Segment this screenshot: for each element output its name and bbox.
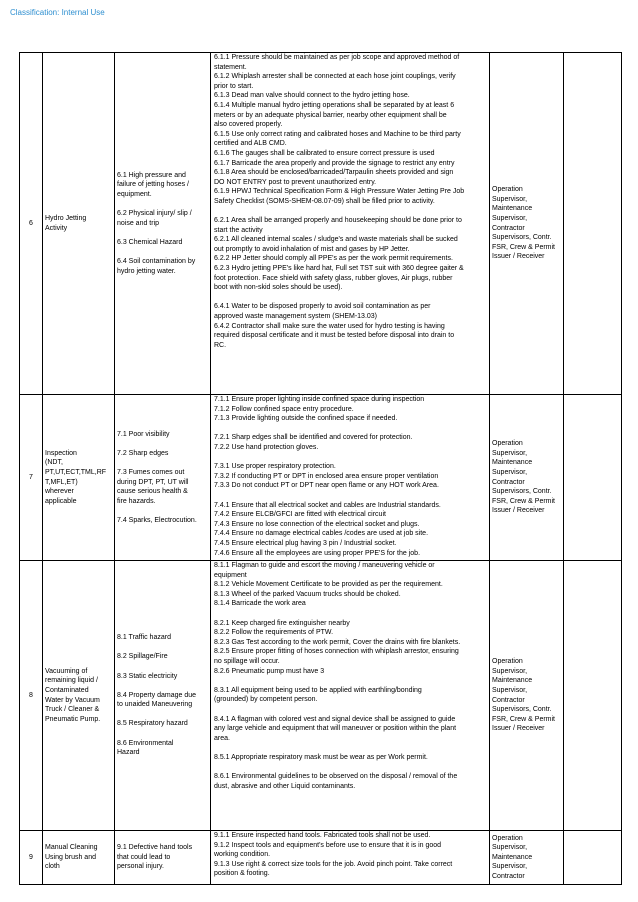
table-row	[20, 395, 622, 561]
responsible-party-line: Contractor	[492, 872, 525, 880]
responsible-party-line: Supervisor,	[492, 195, 528, 203]
control-measure-line: 8.2.5 Ensure proper fitting of hoses connection with whiplash arrestor, ensuring	[214, 648, 459, 656]
control-measure-line: meters or by an adequate physical barrier, nearby other equipment shall be	[214, 111, 447, 119]
blank-line	[214, 762, 486, 772]
activity-line: Using brush and	[45, 853, 96, 861]
activity-line: Pneumatic Pump.	[45, 715, 101, 723]
responsible-party-line: Supervisor,	[492, 468, 528, 476]
responsible-party-line: Contractor	[492, 224, 525, 232]
hazard-line: 8.3 Static electricity	[117, 672, 178, 680]
activity-cell	[43, 395, 115, 561]
blank-line	[117, 643, 208, 653]
hazard-line: cause serious health &	[117, 488, 188, 496]
hazard-line: personal injury.	[117, 863, 164, 871]
empty-cell	[564, 53, 622, 395]
activity-line: Water by Vacuum	[45, 696, 100, 704]
control-measure-line: 8.2.6 Pneumatic pump must have 3	[214, 667, 325, 675]
control-measure-line: DO NOT ENTRY post to prevent unauthorized entry.	[214, 178, 377, 186]
activity-line: cloth	[45, 863, 60, 871]
activity-cell	[43, 831, 115, 885]
responsible-party-line: Supervisors, Contr.	[492, 234, 552, 242]
activity-line: Contaminated	[45, 686, 89, 694]
control-measure-line: 7.1.2 Follow confined space entry procedure.	[214, 405, 354, 413]
control-measure-line: 8.1.1 Flagman to guide and escort the moving / maneuvering vehicle or	[214, 562, 435, 569]
classification-label: Classification: Internal Use	[10, 8, 105, 17]
control-measure-line: foot protection. Face shield with safety glass, rubber gloves, Air plugs, rubber	[214, 274, 453, 282]
hazard-cell	[115, 395, 211, 561]
control-measure-line: required disposal certificate and it must be tested before disposal into drain to	[214, 332, 455, 340]
responsible-party-line: Supervisor,	[492, 686, 528, 694]
control-measure-line: Safety Checklist (SOMS-SHEM-08.07-09) shall be filled prior to activity.	[214, 197, 435, 205]
blank-line	[214, 491, 486, 501]
hazard-line: 8.5 Respiratory hazard	[117, 720, 188, 728]
control-measure-line: certified and ALB CMD.	[214, 140, 287, 148]
control-measure-line: approved waste management system (SHEM-13.03)	[214, 313, 378, 321]
responsible-party-line: Contractor	[492, 478, 525, 486]
empty-cell	[564, 831, 622, 885]
control-measure-line: 8.1.4 Barricade the work area	[214, 600, 306, 608]
hazard-line: 7.4 Sparks, Electrocution.	[117, 516, 197, 524]
hazard-line: 8.4 Property damage due	[117, 691, 196, 699]
control-measure-line: prior to start.	[214, 82, 254, 90]
hazard-cell	[115, 53, 211, 395]
blank-line	[117, 506, 208, 516]
activity-line: Hydro Jetting	[45, 214, 87, 222]
control-measure-line: (grounded) by competent person.	[214, 696, 318, 704]
responsible-party-line: FSR, Crew & Permit	[492, 497, 556, 505]
control-measure-line: 8.2.1 Keep charged fire extinguisher nearby	[214, 619, 350, 627]
hazard-line: to unaided Maneuvering	[117, 701, 193, 709]
blank-line	[214, 424, 486, 434]
responsible-party-line: Supervisor,	[492, 449, 528, 457]
blank-line	[117, 681, 208, 691]
control-measure-line: equipment	[214, 571, 247, 579]
control-measure-line: 7.3.3 Do not conduct PT or DPT near open flame or any HOT work Area.	[214, 482, 439, 490]
control-measure-line: 6.4.1 Water to be disposed properly to avoid soil contamination as per	[214, 303, 431, 311]
control-measure-line: 6.1.1 Pressure should be maintained as per job scope and approved method of	[214, 54, 460, 61]
control-measure-line: 9.1.2 Inspect tools and equipment's before use to ensure that it is in good	[214, 841, 442, 849]
responsible-party-line: Contractor	[492, 696, 525, 704]
control-measure-line: 8.3.1 All equipment being used to be applied with earthling/bonding	[214, 686, 422, 694]
hazard-line: 6.1 High pressure and	[117, 171, 186, 179]
table-row	[20, 831, 622, 885]
blank-line	[117, 729, 208, 739]
hazard-line: noise and trip	[117, 219, 160, 227]
control-measure-line: any large vehicle and equipment that will maneuver or position within the plant	[214, 725, 457, 733]
activity-line: T,MFL,ET)	[45, 478, 78, 486]
blank-line	[117, 228, 208, 238]
control-measure-line: 8.1.2 Vehicle Movement Certificate to be provided as per the requirement.	[214, 581, 443, 589]
controls-cell	[211, 831, 490, 885]
blank-line	[214, 743, 486, 753]
activity-cell	[43, 561, 115, 831]
control-measure-line: also covered properly.	[214, 121, 283, 129]
control-measure-line: 6.1.5 Use only correct rating and calibrated hoses and Machine to be third party	[214, 130, 461, 138]
blank-line	[117, 200, 208, 210]
control-measure-line: statement.	[214, 63, 247, 71]
blank-line	[117, 247, 208, 257]
control-measure-line: 8.1.3 Wheel of the parked Vacuum trucks should be choked.	[214, 590, 401, 598]
responsibility-cell	[490, 831, 564, 885]
responsibility-cell	[490, 53, 564, 395]
hazard-line: 7.3 Fumes comes out	[117, 468, 185, 476]
hazard-cell	[115, 561, 211, 831]
blank-line	[117, 458, 208, 468]
control-measure-line: 7.4.3 Ensure no lose connection of the electrical socket and plugs.	[214, 520, 420, 528]
table-row	[20, 53, 622, 395]
hazard-line: 7.2 Sharp edges	[117, 449, 169, 457]
row-number: 6	[20, 53, 43, 395]
control-measure-line: RC.	[214, 341, 227, 349]
blank-line	[214, 609, 486, 619]
controls-cell	[211, 395, 490, 561]
control-measure-line: 8.2.2 Follow the requirements of PTW.	[214, 629, 334, 637]
control-measure-line: 7.2.1 Sharp edges shall be identified and covered for protection.	[214, 434, 413, 442]
control-measure-line: 6.1.4 Multiple manual hydro jetting operations shall be separated by at least 6	[214, 101, 455, 109]
control-measure-line: 6.2.1 Area shall be arranged properly and housekeeping should be done prior to	[214, 217, 462, 225]
control-measure-line: 7.2.2 Use hand protection gloves.	[214, 443, 319, 451]
control-measure-line: start the activity	[214, 226, 263, 234]
control-measure-line: 7.4.5 Ensure electrical plug having 3 pin / Industrial socket.	[214, 539, 397, 547]
responsible-party-line: Issuer / Receiver	[492, 725, 545, 733]
responsible-party-line: Supervisor,	[492, 667, 528, 675]
responsible-party-line: Maintenance	[492, 677, 533, 685]
blank-line	[214, 293, 486, 303]
control-measure-line: position & footing.	[214, 870, 270, 878]
control-measure-line: 6.1.9 HPWJ Technical Specification Form & High Pressure Water Jetting Pre Job	[214, 188, 465, 196]
responsible-party-line: FSR, Crew & Permit	[492, 715, 556, 723]
responsible-party-line: Operation	[492, 658, 523, 666]
responsible-party-line: Operation	[492, 834, 523, 842]
hazard-line: fire hazards.	[117, 497, 156, 505]
hazard-line: 9.1 Defective hand tools	[117, 844, 193, 852]
control-measure-line: 8.2.3 Gas Test according to the work permit, Cover the drains with fire blankets.	[214, 638, 461, 646]
responsible-party-line: Maintenance	[492, 205, 533, 213]
activity-cell	[43, 53, 115, 395]
hazard-line: equipment.	[117, 190, 152, 198]
responsible-party-line: Issuer / Receiver	[492, 253, 545, 261]
hazard-line: 7.1 Poor visibility	[117, 430, 170, 438]
table-row	[20, 561, 622, 831]
responsible-party-line: Supervisor,	[492, 863, 528, 871]
empty-cell	[564, 561, 622, 831]
activity-line: (NDT,	[45, 459, 63, 467]
activity-line: applicable	[45, 497, 77, 505]
control-measure-line: area.	[214, 734, 230, 742]
row-number: 7	[20, 395, 43, 561]
responsible-party-line: Issuer / Receiver	[492, 507, 545, 515]
hazard-line: 6.2 Physical injury/ slip /	[117, 210, 192, 218]
hazard-line: 8.2 Spillage/Fire	[117, 653, 168, 661]
control-measure-line: 6.2.2 HP Jetter should comply all PPE's as per the work permit requirements.	[214, 255, 453, 263]
responsible-party-line: Supervisor,	[492, 214, 528, 222]
blank-line	[214, 207, 486, 217]
responsible-party-line: Maintenance	[492, 459, 533, 467]
control-measure-line: 7.1.1 Ensure proper lighting inside confined space during inspection	[214, 396, 425, 403]
control-measure-line: dust, abrasive and other Liquid contaminants.	[214, 782, 356, 790]
control-measure-line: 6.2.3 Hydro jetting PPE's like hard hat, Full set TST suit with 360 degree gaiter &	[214, 265, 464, 273]
controls-cell	[211, 53, 490, 395]
risk-assessment-table	[19, 52, 622, 885]
activity-line: Manual Cleaning	[45, 844, 98, 852]
control-measure-line: no spillage will occur.	[214, 657, 280, 665]
blank-line	[117, 439, 208, 449]
blank-line	[117, 662, 208, 672]
hazard-line: 8.1 Traffic hazard	[117, 634, 171, 642]
responsibility-cell	[490, 561, 564, 831]
empty-cell	[564, 395, 622, 561]
control-measure-line: 6.4.2 Contractor shall make sure the water used for hydro testing is having	[214, 322, 445, 330]
hazard-line: hydro jetting water.	[117, 267, 176, 275]
activity-line: Inspection	[45, 449, 77, 457]
control-measure-line: boot with non-skid soles should be used).	[214, 284, 343, 292]
hazard-line: during DPT, PT, UT will	[117, 478, 189, 486]
responsible-party-line: Supervisor,	[492, 844, 528, 852]
blank-line	[117, 710, 208, 720]
control-measure-line: 6.1.3 Dead man valve should connect to the hydro jetting hose.	[214, 92, 410, 100]
control-measure-line: 7.4.4 Ensure no damage electrical cables /codes are used at job site.	[214, 530, 429, 538]
row-number: 8	[20, 561, 43, 831]
control-measure-line: 8.5.1 Appropriate respiratory mask must be wear as per Work permit.	[214, 753, 428, 761]
activity-line: Vacuuming of	[45, 667, 88, 675]
control-measure-line: 6.1.7 Barricade the area properly and provide the signage to restrict any entry	[214, 159, 455, 167]
hazard-line: 8.6 Environmental	[117, 739, 174, 747]
activity-line: wherever	[45, 488, 74, 496]
activity-line: Truck / Cleaner &	[45, 706, 100, 714]
hazard-line: 6.3 Chemical Hazard	[117, 238, 183, 246]
responsible-party-line: Operation	[492, 186, 523, 194]
blank-line	[214, 705, 486, 715]
blank-line	[214, 676, 486, 686]
control-measure-line: 7.1.3 Provide lighting outside the confined space if needed.	[214, 415, 398, 423]
responsible-party-line: FSR, Crew & Permit	[492, 243, 556, 251]
control-measure-line: 8.6.1 Environmental guidelines to be observed on the disposal / removal of the	[214, 773, 458, 781]
responsible-party-line: Supervisors, Contr.	[492, 706, 552, 714]
control-measure-line: 6.2.1 All cleaned internal scales / sludge's and waste materials shall be sucked	[214, 236, 458, 244]
control-measure-line: working condition.	[214, 851, 271, 859]
hazard-line: that could lead to	[117, 853, 171, 861]
hazard-line: 6.4 Soil contamination by	[117, 258, 196, 266]
hazard-line: Hazard	[117, 749, 140, 757]
control-measure-line: 9.1.1 Ensure inspected hand tools. Fabricated tools shall not be used.	[214, 832, 431, 839]
row-number: 9	[20, 831, 43, 885]
control-measure-line: 8.4.1 A flagman with colored vest and signal device shall be assigned to guide	[214, 715, 456, 723]
control-measure-line: 7.4.6 Ensure all the employees are using proper PPE'S for the job.	[214, 549, 421, 557]
activity-line: Activity	[45, 224, 68, 232]
control-measure-line: out promptly to avoid inhalation of mist and gases by HP Jetter.	[214, 245, 410, 253]
control-measure-line: 7.3.1 Use proper respiratory protection.	[214, 463, 336, 471]
control-measure-line: 6.1.2 Whiplash arrester shall be connected at each hose joint couplings, verify	[214, 73, 456, 81]
responsible-party-line: Supervisors, Contr.	[492, 488, 552, 496]
control-measure-line: 9.1.3 Use right & correct size tools for the job. Avoid pinch point. Take correct	[214, 860, 453, 868]
activity-line: PT,UT,ECT,TML,RF	[45, 468, 107, 476]
responsible-party-line: Operation	[492, 440, 523, 448]
hazard-line: failure of jetting hoses /	[117, 181, 189, 189]
activity-line: remaining liquid /	[45, 677, 98, 685]
control-measure-line: 6.1.8 Area should be enclosed/barricaded/Tarpaulin sheets provided and sign	[214, 169, 454, 177]
controls-cell	[211, 561, 490, 831]
responsibility-cell	[490, 395, 564, 561]
control-measure-line: 7.4.1 Ensure that all electrical socket and cables are Industrial standards.	[214, 501, 441, 509]
blank-line	[214, 453, 486, 463]
control-measure-line: 6.1.6 The gauges shall be calibrated to ensure correct pressure is used	[214, 149, 435, 157]
control-measure-line: 7.4.2 Ensure ELCB/GFCI are fitted with electrical circuit	[214, 511, 386, 519]
control-measure-line: 7.3.2 If conducting PT or DPT in enclosed area ensure proper ventilation	[214, 472, 439, 480]
hazard-cell	[115, 831, 211, 885]
responsible-party-line: Maintenance	[492, 853, 533, 861]
